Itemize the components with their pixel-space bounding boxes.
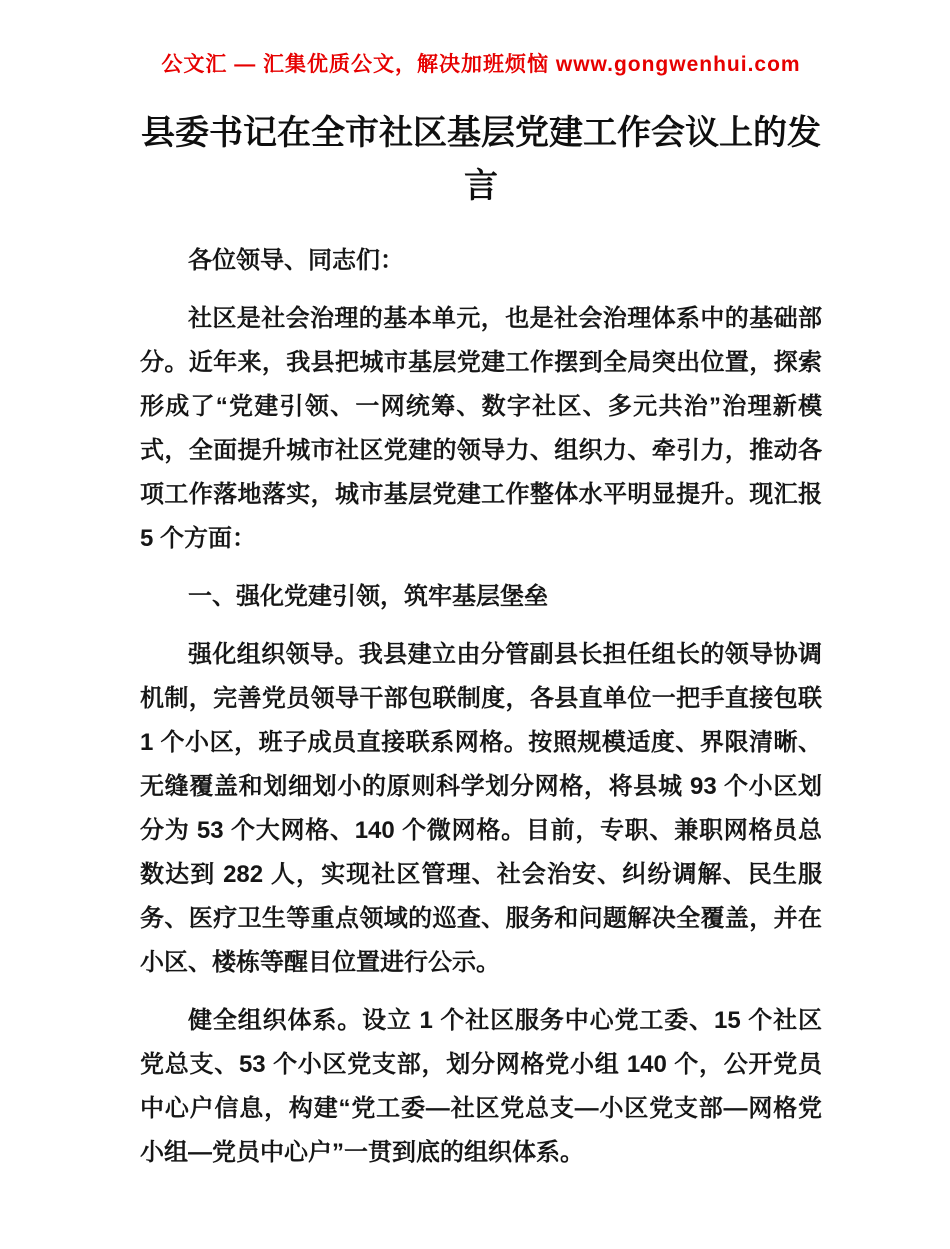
site-watermark-notice: 公文汇 — 汇集优质公文，解决加班烦恼 www.gongwenhui.com <box>161 53 801 76</box>
paragraph-organization-system: 健全组织体系。设立 1 个社区服务中心党工委、15 个社区党总支、53 个小区党支部，划分网格党小组 140 个，公开党员中心户信息，构建“党工委—社区党总支—小区党支部—网格党小组—党员中心户”一贯到底的组织体系。 <box>140 1006 822 1166</box>
section-heading-1: 一、强化党建引领，筑牢基层堡垒 <box>188 582 548 610</box>
salutation: 各位领导、同志们： <box>188 246 404 274</box>
document-body <box>140 239 822 1175</box>
paragraph-intro: 社区是社会治理的基本单元，也是社会治理体系中的基础部分。近年来，我县把城市基层党建工作摆到全局突出位置，探索形成了“党建引领、一网统筹、数字社区、多元共治”治理新模式，全面提升城市社区党建的领导力、组织力、牵引力，推动各项工作落地落实，城市基层党建工作整体水平明显提升。现汇报 5 个方面： <box>140 304 822 552</box>
paragraph-strengthen-leadership: 强化组织领导。我县建立由分管副县长担任组长的领导协调机制，完善党员领导干部包联制度，各县直单位一把手直接包联 1 个小区，班子成员直接联系网格。按照规模适度、界限清晰、无缝覆盖和划细划小的原则科学划分网格，将县城 93 个小区划分为 53 个大网格、140 个微网格。目前，专职、兼职网格员总数达到 282 人，实现社区管理、社会治安、纠纷调解、民生服务、医疗卫生等重点领域的巡查、服务和问题解决全覆盖，并在小区、楼栋等醒目位置进行公示。 <box>140 640 822 976</box>
page-title: 县委书记在全市社区基层党建工作会议上的发言 <box>141 114 821 206</box>
